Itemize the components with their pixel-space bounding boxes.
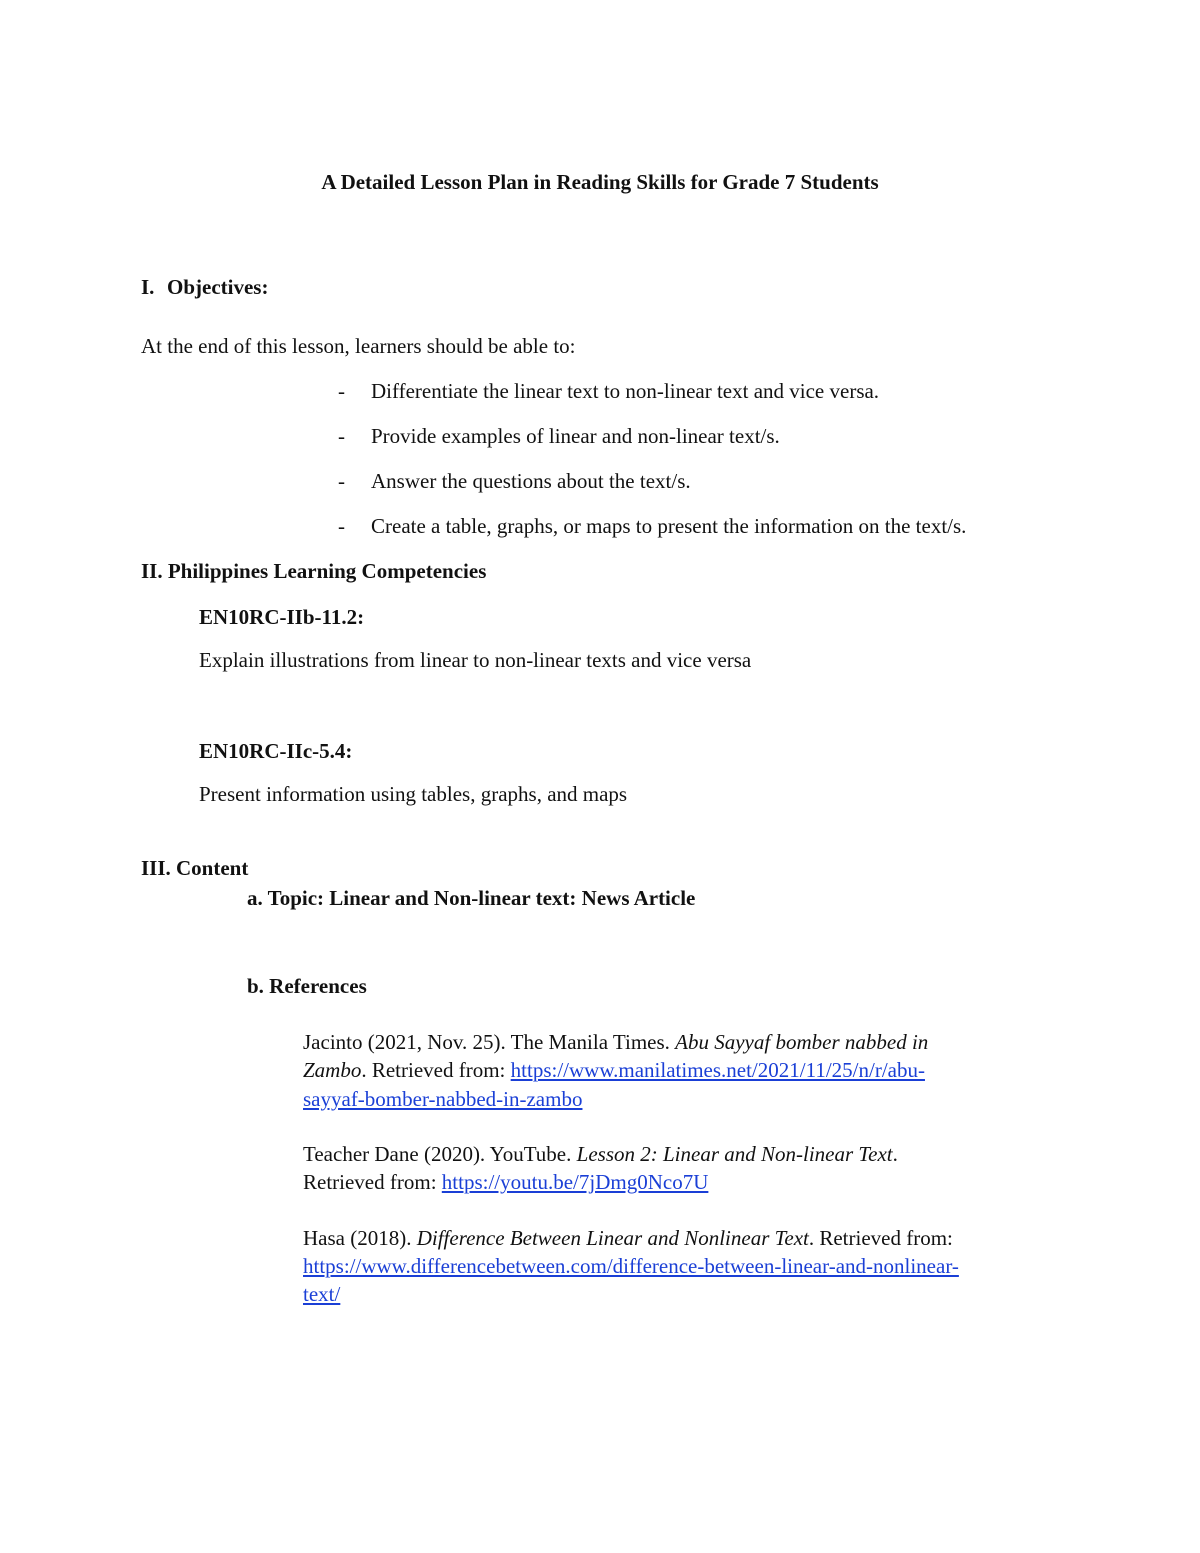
competency-text: Explain illustrations from linear to non-linear texts and vice versa	[199, 648, 752, 672]
reference-lead: Teacher Dane (2020). YouTube.	[303, 1142, 577, 1166]
reference-lead: Hasa (2018).	[303, 1226, 417, 1250]
bullet-marker: -	[338, 514, 345, 538]
objective-item: Differentiate the linear text to non-linear text and vice versa.	[371, 379, 880, 403]
reference-link[interactable]: https://www.differencebetween.com/difference-between-linear-and-nonlinear-	[303, 1254, 959, 1278]
reference-period: .	[892, 1142, 898, 1166]
competencies-heading: II. Philippines Learning Competencies	[141, 559, 487, 583]
reference-retrieved: . Retrieved from:	[361, 1058, 511, 1082]
reference-title: Zambo	[303, 1058, 362, 1082]
objectives-heading: Objectives:	[167, 275, 269, 299]
bullet-marker: -	[338, 379, 345, 403]
reference-link[interactable]: https://youtu.be/7jDmg0Nco7U	[441, 1170, 709, 1194]
reference-retrieved: Retrieved from:	[303, 1170, 442, 1194]
reference-2-line-1	[303, 1144, 898, 1165]
competency-code: EN10RC-IIb-11.2:	[199, 605, 365, 629]
bullet-marker: -	[338, 469, 345, 493]
objective-item: Answer the questions about the text/s.	[371, 469, 691, 493]
objective-item: Provide examples of linear and non-linear text/s.	[371, 424, 780, 448]
objectives-intro: At the end of this lesson, learners should be able to:	[141, 334, 576, 358]
reference-1-line-3	[303, 1089, 582, 1110]
reference-3-line-2	[303, 1256, 959, 1277]
reference-3-line-3	[303, 1284, 340, 1305]
objectives-numeral: I.	[141, 275, 155, 299]
reference-title: Difference Between Linear and Nonlinear Text	[416, 1226, 809, 1250]
topic-line: a. Topic: Linear and Non-linear text: News Article	[247, 886, 696, 910]
reference-retrieved: . Retrieved from:	[808, 1226, 953, 1250]
reference-2-line-2	[303, 1172, 708, 1193]
reference-lead: Jacinto (2021, Nov. 25). The Manila Times.	[303, 1030, 676, 1054]
competency-code: EN10RC-IIc-5.4:	[199, 739, 353, 763]
reference-link[interactable]: sayyaf-bomber-nabbed-in-zambo	[303, 1087, 583, 1111]
content-heading: III. Content	[141, 856, 249, 880]
references-heading: b. References	[247, 974, 367, 998]
competency-text: Present information using tables, graphs, and maps	[199, 782, 628, 806]
objective-item: Create a table, graphs, or maps to present the information on the text/s.	[371, 514, 967, 538]
reference-1-line-2	[303, 1060, 925, 1081]
reference-title: Abu Sayyaf bomber nabbed in	[675, 1030, 929, 1054]
reference-1-line-1	[303, 1032, 928, 1053]
bullet-marker: -	[338, 424, 345, 448]
reference-link[interactable]: https://www.manilatimes.net/2021/11/25/n/r/abu-	[510, 1058, 925, 1082]
document-title: A Detailed Lesson Plan in Reading Skills for Grade 7 Students	[321, 170, 879, 194]
reference-title: Lesson 2: Linear and Non-linear Text	[576, 1142, 893, 1166]
reference-3-line-1	[303, 1228, 953, 1249]
reference-link[interactable]: text/	[303, 1282, 341, 1306]
